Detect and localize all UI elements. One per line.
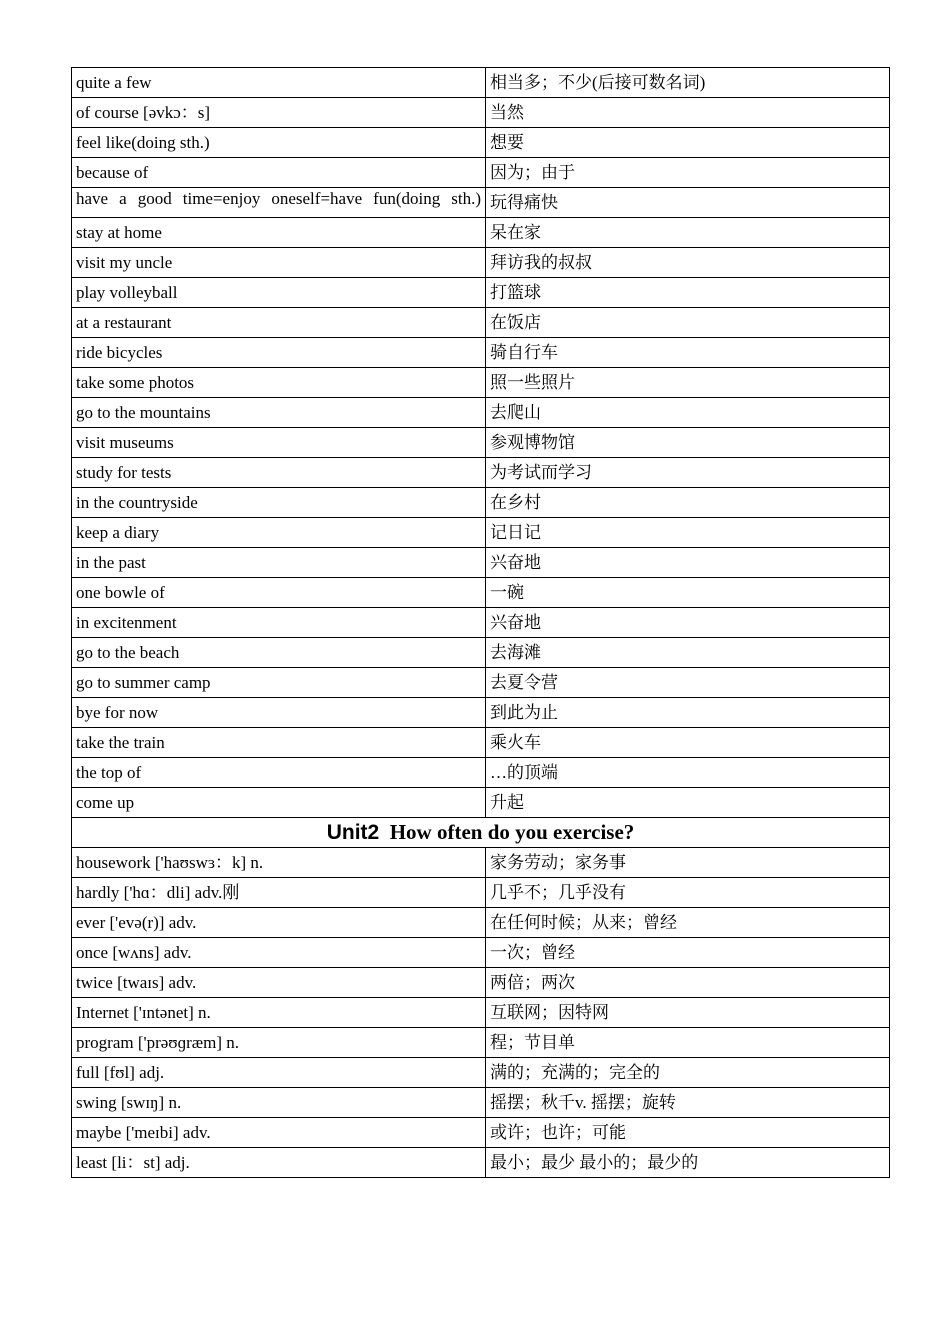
table-row <box>72 728 890 758</box>
english-term: take some photos <box>72 368 486 398</box>
chinese-meaning: 骑自行车 <box>486 338 890 368</box>
table-row <box>72 248 890 278</box>
chinese-meaning: 乘火车 <box>486 728 890 758</box>
table-row <box>72 968 890 998</box>
table-row <box>72 668 890 698</box>
table-row <box>72 908 890 938</box>
english-term: one bowle of <box>72 578 486 608</box>
table-row <box>72 938 890 968</box>
table-row <box>72 338 890 368</box>
chinese-meaning: 升起 <box>486 788 890 818</box>
english-term: quite a few <box>72 68 486 98</box>
table-row <box>72 998 890 1028</box>
chinese-meaning: 在任何时候；从来；曾经 <box>486 908 890 938</box>
english-term: housework ['haʊswɜ：k] n. <box>72 848 486 878</box>
table-row <box>72 878 890 908</box>
chinese-meaning: 程；节目单 <box>486 1028 890 1058</box>
chinese-meaning: 一碗 <box>486 578 890 608</box>
vocabulary-table <box>71 67 890 1178</box>
table-row <box>72 218 890 248</box>
table-row <box>72 128 890 158</box>
chinese-meaning: 去海滩 <box>486 638 890 668</box>
chinese-meaning: 当然 <box>486 98 890 128</box>
table-row <box>72 758 890 788</box>
english-term: once [wʌns] adv. <box>72 938 486 968</box>
chinese-meaning: 在乡村 <box>486 488 890 518</box>
chinese-meaning: 打篮球 <box>486 278 890 308</box>
chinese-meaning: 互联网；因特网 <box>486 998 890 1028</box>
english-term: visit museums <box>72 428 486 458</box>
chinese-meaning: 记日记 <box>486 518 890 548</box>
english-term: Internet ['ɪntənet] n. <box>72 998 486 1028</box>
chinese-meaning: 为考试而学习 <box>486 458 890 488</box>
table-row <box>72 1148 890 1178</box>
chinese-meaning: 去爬山 <box>486 398 890 428</box>
chinese-meaning: 去夏令营 <box>486 668 890 698</box>
chinese-meaning: 兴奋地 <box>486 548 890 578</box>
chinese-meaning: 参观博物馆 <box>486 428 890 458</box>
english-term: at a restaurant <box>72 308 486 338</box>
english-term: go to the mountains <box>72 398 486 428</box>
english-term: play volleyball <box>72 278 486 308</box>
table-row <box>72 698 890 728</box>
english-term-text: have a good time=enjoy oneself=have fun(doing sth.) <box>76 189 481 208</box>
chinese-meaning: 家务劳动；家务事 <box>486 848 890 878</box>
english-term: in the countryside <box>72 488 486 518</box>
unit-heading <box>72 818 890 848</box>
table-row <box>72 548 890 578</box>
english-term: ride bicycles <box>72 338 486 368</box>
english-term: of course [əvkɔ：s] <box>72 98 486 128</box>
english-term: in excitenment <box>72 608 486 638</box>
table-row <box>72 1118 890 1148</box>
table-row <box>72 1058 890 1088</box>
english-term: come up <box>72 788 486 818</box>
chinese-meaning: 兴奋地 <box>486 608 890 638</box>
table-row <box>72 68 890 98</box>
table-row <box>72 278 890 308</box>
table-row <box>72 518 890 548</box>
english-term: swing [swɪŋ] n. <box>72 1088 486 1118</box>
english-term: feel like(doing sth.) <box>72 128 486 158</box>
table-row <box>72 848 890 878</box>
english-term: the top of <box>72 758 486 788</box>
chinese-meaning: 到此为止 <box>486 698 890 728</box>
chinese-meaning: 相当多；不少(后接可数名词) <box>486 68 890 98</box>
chinese-meaning: 最小；最少 最小的；最少的 <box>486 1148 890 1178</box>
chinese-meaning: 因为；由于 <box>486 158 890 188</box>
english-term: bye for now <box>72 698 486 728</box>
chinese-meaning: 照一些照片 <box>486 368 890 398</box>
chinese-meaning: 玩得痛快 <box>486 188 890 218</box>
chinese-meaning: 或许；也许；可能 <box>486 1118 890 1148</box>
table-row <box>72 428 890 458</box>
chinese-meaning: 想要 <box>486 128 890 158</box>
english-term: stay at home <box>72 218 486 248</box>
english-term: go to the beach <box>72 638 486 668</box>
english-term: full [fʊl] adj. <box>72 1058 486 1088</box>
english-term: maybe ['meɪbi] adv. <box>72 1118 486 1148</box>
chinese-meaning: 一次；曾经 <box>486 938 890 968</box>
english-term: least [li：st] adj. <box>72 1148 486 1178</box>
table-row <box>72 158 890 188</box>
table-row <box>72 1028 890 1058</box>
chinese-meaning: …的顶端 <box>486 758 890 788</box>
english-term <box>72 188 486 218</box>
english-term: because of <box>72 158 486 188</box>
chinese-meaning: 摇摆；秋千v. 摇摆；旋转 <box>486 1088 890 1118</box>
table-row <box>72 368 890 398</box>
english-term: visit my uncle <box>72 248 486 278</box>
table-row <box>72 308 890 338</box>
english-term: twice [twaɪs] adv. <box>72 968 486 998</box>
chinese-meaning: 呆在家 <box>486 218 890 248</box>
table-row <box>72 638 890 668</box>
chinese-meaning: 拜访我的叔叔 <box>486 248 890 278</box>
english-term: hardly ['hɑ：dli] adv.刚 <box>72 878 486 908</box>
unit-heading-row <box>72 818 890 848</box>
english-term: go to summer camp <box>72 668 486 698</box>
table-row <box>72 398 890 428</box>
table-row <box>72 488 890 518</box>
table-row <box>72 578 890 608</box>
chinese-meaning: 在饭店 <box>486 308 890 338</box>
english-term: take the train <box>72 728 486 758</box>
table-row <box>72 788 890 818</box>
english-term: program ['prəʊɡræm] n. <box>72 1028 486 1058</box>
table-row <box>72 1088 890 1118</box>
unit-number: Unit2 <box>326 821 380 844</box>
english-term: in the past <box>72 548 486 578</box>
english-term: study for tests <box>72 458 486 488</box>
english-term: keep a diary <box>72 518 486 548</box>
chinese-meaning: 几乎不；几乎没有 <box>486 878 890 908</box>
chinese-meaning: 两倍；两次 <box>486 968 890 998</box>
unit-title: How often do you exercise? <box>389 820 635 844</box>
table-row <box>72 608 890 638</box>
table-row <box>72 188 890 218</box>
english-term: ever ['evə(r)] adv. <box>72 908 486 938</box>
chinese-meaning: 满的；充满的；完全的 <box>486 1058 890 1088</box>
table-row <box>72 458 890 488</box>
table-row <box>72 98 890 128</box>
